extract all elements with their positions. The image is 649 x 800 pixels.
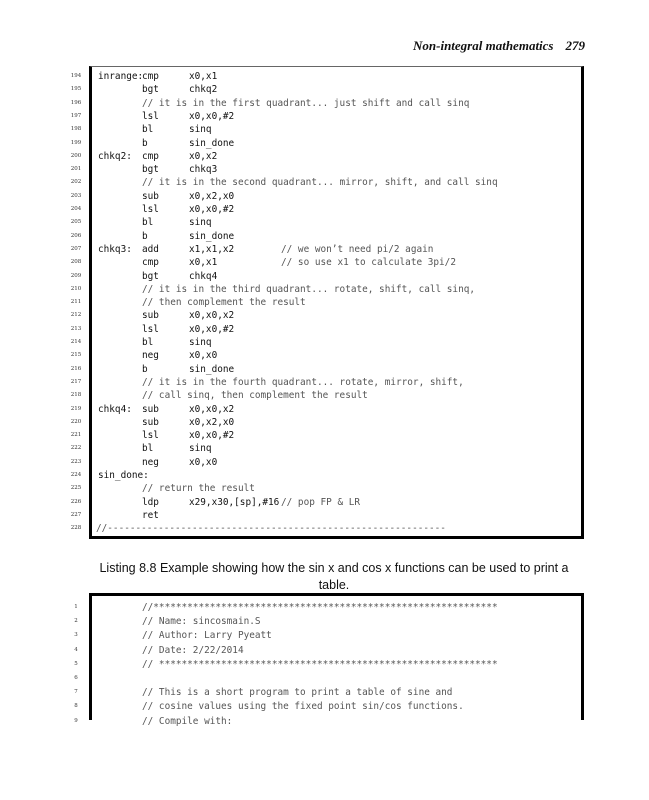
code-opcode: ret bbox=[142, 509, 159, 521]
code-operands: sin_done bbox=[189, 137, 235, 149]
line-number: 217 bbox=[70, 378, 82, 385]
code-opcode: bgt bbox=[142, 84, 159, 96]
code-opcode: bl bbox=[142, 124, 154, 136]
line-number: 204 bbox=[70, 206, 82, 212]
code-operands: x0,x2,x0 bbox=[189, 190, 235, 202]
line-number: 1 bbox=[74, 604, 78, 610]
code-label: sin_done: bbox=[98, 470, 149, 481]
code-operands: x1,x1,x2 bbox=[189, 243, 235, 255]
code-opcode: neg bbox=[142, 456, 159, 468]
line-number: 209 bbox=[70, 272, 82, 279]
line-number: 212 bbox=[70, 312, 82, 319]
code-opcode: ldp bbox=[142, 496, 159, 508]
code-comment: // it is in the third quadrant... rotate, shift, call sinq, bbox=[142, 283, 476, 295]
code-comment: // cosine values using the fixed point sin/cos functions. bbox=[142, 701, 464, 713]
code-opcode: bl bbox=[142, 217, 154, 229]
line-number: 220 bbox=[70, 418, 82, 425]
code-opcode: b bbox=[142, 137, 148, 149]
code-operands: x29,x30,[sp],#16 bbox=[189, 496, 280, 508]
code-opcode: lsl bbox=[142, 110, 159, 122]
code-operands: x0,x2,x0 bbox=[189, 416, 235, 428]
code-opcode: bgt bbox=[142, 270, 159, 282]
running-header bbox=[0, 38, 585, 54]
line-number: 228 bbox=[70, 525, 82, 532]
line-number: 3 bbox=[74, 632, 78, 639]
code-operands: chkq3 bbox=[189, 164, 218, 176]
code-comment: // ************************************************************ bbox=[142, 658, 498, 670]
line-number: 211 bbox=[70, 299, 82, 306]
code-operands: x0,x0,x2 bbox=[189, 403, 235, 415]
line-number: 194 bbox=[70, 73, 82, 79]
code-operands: x0,x0,#2 bbox=[189, 323, 235, 335]
code-opcode: sub bbox=[142, 416, 159, 428]
code-label: chkq2: bbox=[98, 150, 132, 162]
line-number: 213 bbox=[70, 325, 82, 332]
code-comment: // then complement the result bbox=[142, 297, 306, 309]
code-opcode: add bbox=[142, 243, 159, 255]
code-operands: x0,x0 bbox=[189, 350, 218, 362]
code-opcode: lsl bbox=[142, 430, 159, 442]
code-listing-top bbox=[70, 66, 584, 539]
code-operands: x0,x2 bbox=[189, 150, 218, 162]
line-number: 206 bbox=[70, 232, 82, 239]
line-number: 9 bbox=[74, 717, 78, 724]
running-header-title: Non-integral mathematics bbox=[413, 38, 554, 53]
line-number: 198 bbox=[70, 126, 82, 133]
line-number: 205 bbox=[70, 219, 82, 226]
code-opcode: b bbox=[142, 363, 148, 375]
line-number: 221 bbox=[70, 432, 82, 439]
line-number: 216 bbox=[70, 365, 82, 372]
line-number: 8 bbox=[74, 703, 78, 710]
code-operands: sinq bbox=[189, 124, 212, 136]
line-number: 225 bbox=[70, 485, 82, 492]
line-number: 199 bbox=[70, 139, 82, 146]
line-number: 2 bbox=[74, 618, 78, 625]
line-number: 226 bbox=[70, 498, 82, 505]
code-operands: x0,x0,#2 bbox=[189, 204, 235, 215]
line-number: 195 bbox=[70, 86, 82, 93]
line-number: 208 bbox=[70, 259, 82, 266]
line-number: 207 bbox=[70, 245, 82, 252]
code-opcode: b bbox=[142, 230, 148, 242]
line-number: 222 bbox=[70, 445, 82, 452]
code-comment: //************************************************************* bbox=[142, 602, 498, 613]
code-operands: x0,x0 bbox=[189, 456, 218, 468]
code-label: inrange: bbox=[98, 71, 144, 82]
line-number: 200 bbox=[70, 152, 82, 159]
code-operands: sin_done bbox=[189, 363, 235, 375]
code-opcode: sub bbox=[142, 310, 159, 322]
code-operands: x0,x0,x2 bbox=[189, 310, 235, 322]
code-operands: chkq4 bbox=[189, 270, 218, 282]
line-number: 214 bbox=[70, 339, 82, 345]
code-label: chkq4: bbox=[98, 403, 132, 415]
code-opcode: bl bbox=[142, 443, 154, 455]
code-opcode: bl bbox=[142, 337, 154, 348]
code-opcode: neg bbox=[142, 350, 159, 362]
code-opcode: sub bbox=[142, 190, 159, 202]
code-operands: x0,x1 bbox=[189, 71, 218, 82]
page-number: 279 bbox=[565, 38, 585, 53]
code-operands: x0,x0,#2 bbox=[189, 110, 235, 122]
code-operands: sinq bbox=[189, 443, 212, 455]
code-comment: // so use x1 to calculate 3pi/2 bbox=[281, 257, 456, 269]
code-opcode: cmp bbox=[142, 150, 159, 162]
line-number: 215 bbox=[70, 352, 82, 359]
code-comment: // return the result bbox=[142, 483, 255, 495]
code-opcode: lsl bbox=[142, 204, 159, 215]
line-number: 224 bbox=[70, 472, 82, 478]
line-number: 196 bbox=[70, 99, 82, 106]
line-number: 7 bbox=[74, 689, 78, 696]
code-operands: x0,x1 bbox=[189, 257, 218, 269]
code-comment: // Name: sincosmain.S bbox=[142, 616, 261, 628]
code-comment: // we won’t need pi/2 again bbox=[281, 243, 434, 255]
line-number: 210 bbox=[70, 285, 82, 292]
code-comment: // Date: 2/22/2014 bbox=[142, 644, 244, 656]
code-comment: // it is in the first quadrant... just shift and call sinq bbox=[142, 97, 470, 109]
line-number: 227 bbox=[70, 511, 82, 518]
code-comment: // pop FP & LR bbox=[281, 496, 361, 508]
line-number: 5 bbox=[74, 660, 78, 667]
line-number: 203 bbox=[70, 192, 82, 199]
line-number: 218 bbox=[70, 392, 82, 399]
code-opcode: cmp bbox=[142, 257, 159, 269]
line-number: 4 bbox=[74, 646, 78, 653]
code-operands: chkq2 bbox=[189, 84, 218, 96]
code-operands: sinq bbox=[189, 217, 212, 229]
code-opcode: lsl bbox=[142, 323, 159, 335]
code-comment: // call sinq, then complement the result bbox=[142, 390, 368, 402]
line-number: 6 bbox=[74, 675, 78, 681]
code-operands: sin_done bbox=[189, 230, 235, 242]
line-number: 219 bbox=[70, 405, 82, 412]
line-number: 201 bbox=[70, 166, 82, 173]
code-separator: //------------------------------------------------------------ bbox=[96, 523, 446, 535]
code-comment: // it is in the second quadrant... mirror, shift, and call sinq bbox=[142, 177, 498, 189]
code-opcode: bgt bbox=[142, 164, 159, 176]
code-operands: sinq bbox=[189, 337, 212, 348]
line-number: 223 bbox=[70, 458, 82, 465]
code-operands: x0,x0,#2 bbox=[189, 430, 235, 442]
code-label: chkq3: bbox=[98, 243, 132, 255]
code-listing-bottom bbox=[74, 593, 584, 727]
line-number: 202 bbox=[70, 179, 82, 186]
code-opcode: sub bbox=[142, 403, 159, 415]
listing-caption: Listing 8.8 Example showing how the sin x and cos x functions can be used to print a table. bbox=[99, 561, 569, 592]
code-comment: // Compile with: bbox=[142, 715, 233, 727]
code-opcode: cmp bbox=[142, 71, 159, 82]
code-comment: // it is in the fourth quadrant... rotate, mirror, shift, bbox=[142, 376, 464, 388]
code-comment: // This is a short program to print a table of sine and bbox=[142, 687, 453, 699]
code-comment: // Author: Larry Pyeatt bbox=[142, 630, 272, 642]
line-number: 197 bbox=[70, 112, 82, 119]
